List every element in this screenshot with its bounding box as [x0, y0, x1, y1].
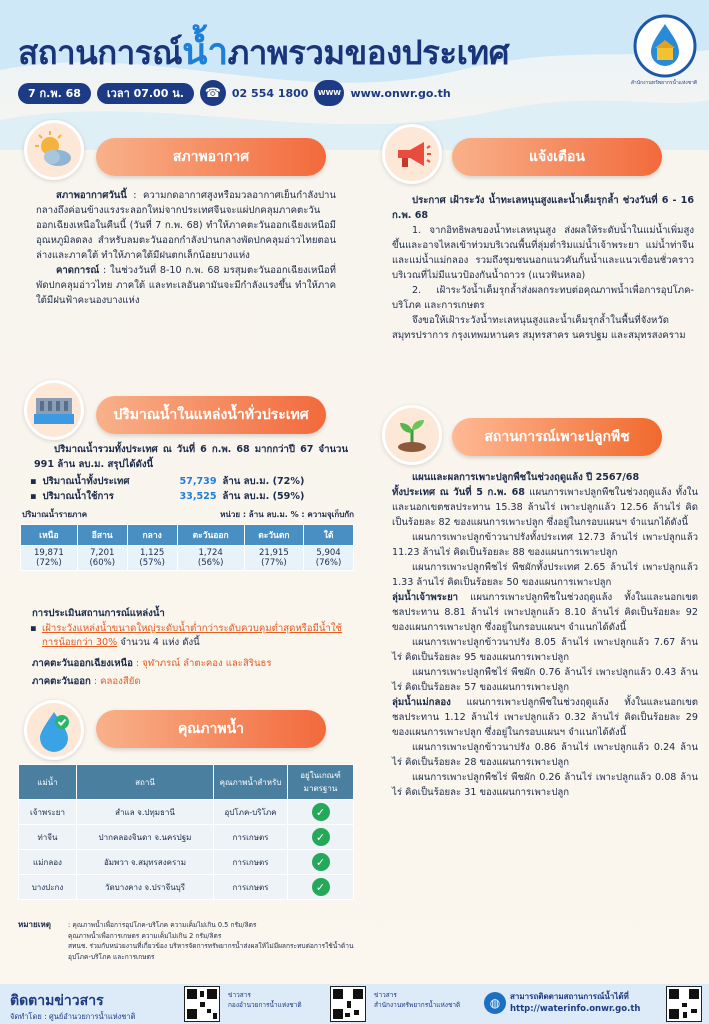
chaophraya-other: แผนการเพาะปลูกพืชไร่ พืชผัก 0.76 ล้านไร่ เพาะปลูกแล้ว 0.43 ล้านไร่ คิดเป็นร้อยละ 57 ของแผนการเพาะปลูก: [392, 667, 698, 693]
quality-station-cell: อัมพวา จ.สมุทรสงคราม: [77, 850, 214, 875]
region-value-cell: [244, 546, 303, 571]
alert-item-1: 1. จากอิทธิพลของน้ำทะเลหนุนสูง ส่งผลให้ระดับน้ำในแม่น้ำเพิ่มสูงขึ้นและอาจไหลเข้าท่วมบริเวณพื้นที่ลุ่มต่ำริมแม่น้ำเจ้าพระยา แม่น้ำท่าจีน และแม่น้ำแม่กลอง รวมถึงชุมชนนอกแนวคันกั้นน้ำและแนวเขื่อนชั่วคราวบริเวณที่ไม่มีแนวป้องกันน้ำถาวร (แนวฟันหลอ): [392, 225, 694, 281]
qr-1-caption-a: ข่าวสาร: [228, 991, 251, 999]
reservoir-header: ปริมาณน้ำในแหล่งน้ำทั่วประเทศ: [96, 396, 326, 434]
region-value-cell: [177, 546, 244, 571]
qr-1-caption-b: กองอำนวยการน้ำแห่งชาติ: [228, 1001, 302, 1009]
table-row: [19, 825, 354, 850]
total-value: 57,739: [179, 476, 217, 487]
qr-code-2[interactable]: [330, 986, 366, 1022]
maeklong-rice: แผนการเพาะปลูกข้าวนาปรัง 0.86 ล้านไร่ เพาะปลูกแล้ว 0.24 ล้านไร่ คิดเป็นร้อยละ 28 ของแผนการเพาะปลูก: [392, 742, 698, 768]
quality-river-cell: เจ้าพระยา: [19, 800, 77, 825]
national-body: แผนการเพาะปลูกพืชในช่วงฤดูแล้ง ทั้งในและนอกเขตชลประทาน 15.38 ล้านไร่ เพาะปลูกแล้ว 12.56 ล้านไร่ คิดเป็นร้อยละ 82 ของแผนการเพาะปลูก ซึ่งอยู่ในกรอบแผนฯ จำแนกได้ดังนี้: [392, 487, 698, 528]
note-3: สทนช. ร่วมกับหน่วยงานที่เกี่ยวข้อง บริหารจัดการทรัพยากรน้ำส่งผลให้ไม่มีผลกระทบต่อการใช้น้ำด้านอุปโภค-บริโภค และการเกษตร: [68, 942, 354, 961]
quality-river-cell: ท่าจีน: [19, 825, 77, 850]
table-row: [19, 800, 354, 825]
usable-unit: ล้าน ลบ.ม. (59%): [222, 491, 305, 502]
ne-reservoirs: [32, 656, 354, 671]
alert-item-2: 2. เฝ้าระวังน้ำเค็มรุกล้ำส่งผลกระทบต่อคุณภาพน้ำเพื่อการอุปโภค-บริโภค และการเกษตร: [392, 285, 694, 311]
reservoir-intro: [34, 442, 348, 472]
quality-standard-cell: [288, 875, 354, 900]
region-header-cell: เหนือ: [21, 525, 78, 546]
check-icon: ✓: [312, 803, 330, 821]
region-percent: (76%): [315, 558, 342, 568]
check-icon: ✓: [312, 828, 330, 846]
note-1: : คุณภาพน้ำเพื่อการอุปโภค-บริโภค ความเค็มไม่เกิน 0.5 กรัม/ลิตร: [68, 921, 257, 929]
quality-station-cell: สำแล จ.ปทุมธานี: [77, 800, 214, 825]
qr-1-caption: [228, 990, 302, 1010]
region-header-cell: ตะวันออก: [177, 525, 244, 546]
note-label: หมายเหตุ: [18, 920, 51, 929]
maeklong-label: ลุ่มน้ำแม่กลอง: [392, 697, 451, 708]
crops-text: [392, 470, 698, 800]
page-title: [18, 22, 509, 81]
bullet: ▪: [30, 476, 37, 487]
water-drop-icon: [24, 700, 84, 760]
logo-caption: สำนักงานทรัพยากรน้ำแห่งชาติ: [630, 80, 698, 86]
qr-code-3[interactable]: [666, 986, 702, 1022]
time-badge: เวลา 07.00 น.: [97, 83, 194, 104]
region-value-cell: [127, 546, 177, 571]
weather-header: สภาพอากาศ: [96, 138, 326, 176]
east-value: : คลองสียัด: [90, 676, 141, 687]
national-label: ทั้งประเทศ ณ วันที่ 5 ก.พ. 68: [392, 487, 525, 498]
footer-more: สามารถติดตามสถานการณ์น้ำได้ที่: [510, 992, 629, 1001]
crops-header: สถานการณ์เพาะปลูกพืช: [452, 418, 662, 456]
dam-icon: [24, 380, 84, 440]
quality-standard-cell: [288, 825, 354, 850]
assessment-item: [30, 622, 352, 650]
quality-river-cell: บางปะกง: [19, 875, 77, 900]
region-header-cell: ใต้: [304, 525, 354, 546]
quality-standard-cell: [288, 800, 354, 825]
www-icon: WWW: [314, 80, 344, 106]
date-badge: 7 ก.พ. 68: [18, 83, 91, 104]
quality-note: [18, 920, 358, 961]
col-river: แม่น้ำ: [19, 765, 77, 800]
quality-table: [18, 764, 354, 900]
weather-icon: [24, 120, 84, 180]
title-part-2: ภาพรวมของประเทศ: [227, 33, 510, 72]
assessment-title: การประเมินสถานการณ์แหล่งน้ำ: [32, 608, 165, 619]
table-row: [19, 875, 354, 900]
quality-standard-cell: [288, 850, 354, 875]
region-header-cell: กลาง: [127, 525, 177, 546]
quality-use-cell: การเกษตร: [214, 850, 288, 875]
chaophraya-body: แผนการเพาะปลูกพืชในช่วงฤดูแล้ง ทั้งในและนอกเขตชลประทาน 8.81 ล้านไร่ เพาะปลูกแล้ว 8.10 ล้านไร่ คิดเป็นร้อยละ 92 ของแผนการเพาะปลูก ซึ่งอยู่ในกรอบแผนฯ จำแนกได้ดังนี้: [392, 592, 698, 633]
phone-number[interactable]: 02 554 1800: [231, 86, 309, 100]
usable-value: 33,525: [179, 491, 217, 502]
title-part-1: สถานการณ์: [18, 33, 183, 72]
region-table: [20, 524, 354, 571]
alert-text: [392, 193, 694, 343]
assessment-warning: เฝ้าระวังแหล่งน้ำขนาดใหญ่ระดับน้ำต่ำกว่าระดับควบคุมต่ำสุดหรือมีน้ำใช้การน้อยกว่า 30%: [42, 623, 343, 648]
region-percent: (57%): [139, 558, 165, 568]
weather-text: [36, 188, 336, 308]
east-label: ภาคตะวันออก: [32, 676, 91, 687]
region-volume: 7,201: [90, 548, 115, 558]
unit-note: หน่วย : ล้าน ลบ.ม. % : ความจุเก็บกัก: [220, 510, 354, 519]
qr-2-caption-b: สำนักงานทรัพยากรน้ำแห่งชาติ: [374, 1001, 461, 1009]
assessment: [32, 606, 352, 621]
region-header-cell: อีสาน: [77, 525, 127, 546]
megaphone-icon: [382, 124, 442, 184]
alert-header: แจ้งเตือน: [452, 138, 662, 176]
chaophraya-label: ลุ่มน้ำเจ้าพระยา: [392, 592, 459, 603]
col-standard: อยู่ในเกณฑ์มาตรฐาน: [288, 765, 354, 800]
east-reservoirs: [32, 674, 354, 689]
region-volume: 1,125: [139, 548, 165, 558]
globe-icon: ◍: [484, 992, 506, 1014]
footer-follow: ติดตามข่าวสาร: [10, 993, 104, 1009]
forecast-label: คาดการณ์: [56, 265, 100, 276]
qr-2-caption: [374, 990, 460, 1010]
total-label: ปริมาณน้ำทั้งประเทศ: [42, 476, 130, 487]
bullet: ▪: [30, 491, 37, 502]
national-rice: แผนการเพาะปลูกข้าวนาปรังทั้งประเทศ 12.73 ล้านไร่ เพาะปลูกแล้ว 11.23 ล้านไร่ คิดเป็นร้อยละ 88 ของแผนการเพาะปลูก: [392, 532, 698, 558]
website-link[interactable]: www.onwr.go.th: [350, 86, 451, 100]
region-percent: (72%): [36, 558, 62, 568]
region-volume: 5,904: [316, 548, 341, 558]
alert-item-3: จึงขอให้เฝ้าระวังน้ำทะเลหนุนสูงและน้ำเค็มรุกล้ำในพื้นที่จังหวัดสมุทรปราการ กรุงเทพมหานคร สมุทรสาคร นครปฐม และสมุทรสงคราม: [392, 315, 686, 341]
chaophraya-rice: แผนการเพาะปลูกข้าวนาปรัง 8.05 ล้านไร่ เพาะปลูกแล้ว 7.67 ล้านไร่ คิดเป็นร้อยละ 95 ของแผนการเพาะปลูก: [392, 637, 698, 663]
region-header-cell: ตะวันตก: [244, 525, 303, 546]
col-station: สถานี: [77, 765, 214, 800]
region-volume: 21,915: [259, 548, 289, 558]
quality-station-cell: วัดบางคาง จ.ปราจีนบุรี: [77, 875, 214, 900]
onwr-logo-icon: [633, 14, 697, 78]
info-bar: [18, 82, 451, 104]
qr-code-1[interactable]: [184, 986, 220, 1022]
total-unit: ล้าน ลบ.ม. (72%): [222, 476, 305, 487]
region-value-cell: [21, 546, 78, 571]
quality-station-cell: ปากคลองจินดา จ.นครปฐม: [77, 825, 214, 850]
region-label: ปริมาณน้ำรายภาค: [22, 510, 88, 519]
plant-icon: [382, 405, 442, 465]
ne-label: ภาคตะวันออกเฉียงเหนือ: [32, 658, 133, 669]
weather-today-body: : ความกดอากาศสูงหรือมวลอากาศเย็นกำลังปานกลางถึงค่อนข้างแรงระลอกใหม่จากประเทศจีนจะแผ่ปกคลุมภาคตะวันออกเฉียงเหนือในคืนนี้ (วันที่ 7 ก.พ. 68) ทำให้ภาคตะวันออกเฉียงเหนือมีอุณหภูมิลดลง สำหรับลมตะวันออกกำลังปานกลางพัดปกคลุมอ่าวไทยตอนล่างและภาคใต้ ทำให้ภาคใต้มีฝนตกเล็กน้อยบางแห่ง: [36, 190, 336, 261]
region-value-cell: [77, 546, 127, 571]
phone-icon: ☎: [200, 80, 226, 106]
region-percent: (56%): [197, 558, 224, 568]
usable-label: ปริมาณน้ำใช้การ: [42, 491, 114, 502]
title-highlight: น้ำ: [182, 30, 228, 73]
quality-header: คุณภาพน้ำ: [96, 710, 326, 748]
col-use: คุณภาพน้ำสำหรับ: [214, 765, 288, 800]
quality-use-cell: การเกษตร: [214, 825, 288, 850]
assessment-count: จำนวน 4 แห่ง ดังนี้: [117, 637, 200, 648]
footer-url[interactable]: http://waterinfo.onwr.go.th: [510, 1004, 641, 1014]
qr-2-caption-a: ข่าวสาร: [374, 991, 397, 999]
check-icon: ✓: [312, 853, 330, 871]
forecast-body: : ในช่วงวันที่ 8-10 ก.พ. 68 มรสุมตะวันออกเฉียงเหนือที่พัดปกคลุมอ่าวไทย ภาคใต้ และทะเลอันดามันจะมีกำลังแรงขึ้น ทำให้ภาคใต้มีฝนฟ้าคะนองบางแห่ง: [36, 265, 336, 306]
maeklong-body: แผนการเพาะปลูกพืชในช่วงฤดูแล้ง ทั้งในและนอกเขตชลประทาน 1.12 ล้านไร่ เพาะปลูกแล้ว 0.32 ล้านไร่ คิดเป็นร้อยละ 29 ของแผนการเพาะปลูก ซึ่งอยู่ในกรอบแผนฯ จำแนกได้ดังนี้: [392, 697, 698, 738]
region-percent: (60%): [89, 558, 116, 568]
reservoir-totals: [30, 474, 350, 504]
bullet: ▪: [30, 623, 37, 634]
footer-by: จัดทำโดย : ศูนย์อำนวยการน้ำแห่งชาติ: [10, 1012, 136, 1021]
note-2: คุณภาพน้ำเพื่อการเกษตร ความเค็มไม่เกิน 2 กรัม/ลิตร: [68, 931, 222, 940]
quality-use-cell: การเกษตร: [214, 875, 288, 900]
region-percent: (77%): [261, 558, 287, 568]
maeklong-other: แผนการเพาะปลูกพืชไร่ พืชผัก 0.26 ล้านไร่ เพาะปลูกแล้ว 0.08 ล้านไร่ คิดเป็นร้อยละ 31 ของแผนการเพาะปลูก: [392, 772, 698, 798]
table-row: [19, 850, 354, 875]
region-volume: 1,724: [198, 548, 223, 558]
check-icon: ✓: [312, 878, 330, 896]
alert-title: ประกาศ เฝ้าระวัง น้ำทะเลหนุนสูงและน้ำเค็มรุกล้ำ ช่วงวันที่ 6 - 16 ก.พ. 68: [392, 195, 694, 221]
ne-value: : จุฬาภรณ์ ลำตะคอง และสิรินธร: [132, 658, 272, 669]
national-other: แผนการเพาะปลูกพืชไร่ พืชผักทั้งประเทศ 2.65 ล้านไร่ เพาะปลูกแล้ว 1.33 ล้านไร่ คิดเป็นร้อยละ 50 ของแผนการเพาะปลูก: [392, 562, 698, 588]
quality-river-cell: แม่กลอง: [19, 850, 77, 875]
region-value-cell: [304, 546, 354, 571]
reservoir-intro-text: ปริมาณน้ำรวมทั้งประเทศ ณ วันที่ 6 ก.พ. 68 มากกว่าปี 67 จำนวน 991 ล้าน ลบ.ม. สรุปได้ดังนี้: [34, 444, 348, 470]
footer: [0, 984, 709, 1024]
region-volume: 19,871: [34, 548, 64, 558]
quality-use-cell: อุปโภค-บริโภค: [214, 800, 288, 825]
weather-today-label: สภาพอากาศวันนี้: [56, 190, 127, 201]
crops-title: แผนและผลการเพาะปลูกพืชในช่วงฤดูแล้ง ปี 2567/68: [412, 472, 640, 483]
region-caption: [22, 507, 354, 522]
